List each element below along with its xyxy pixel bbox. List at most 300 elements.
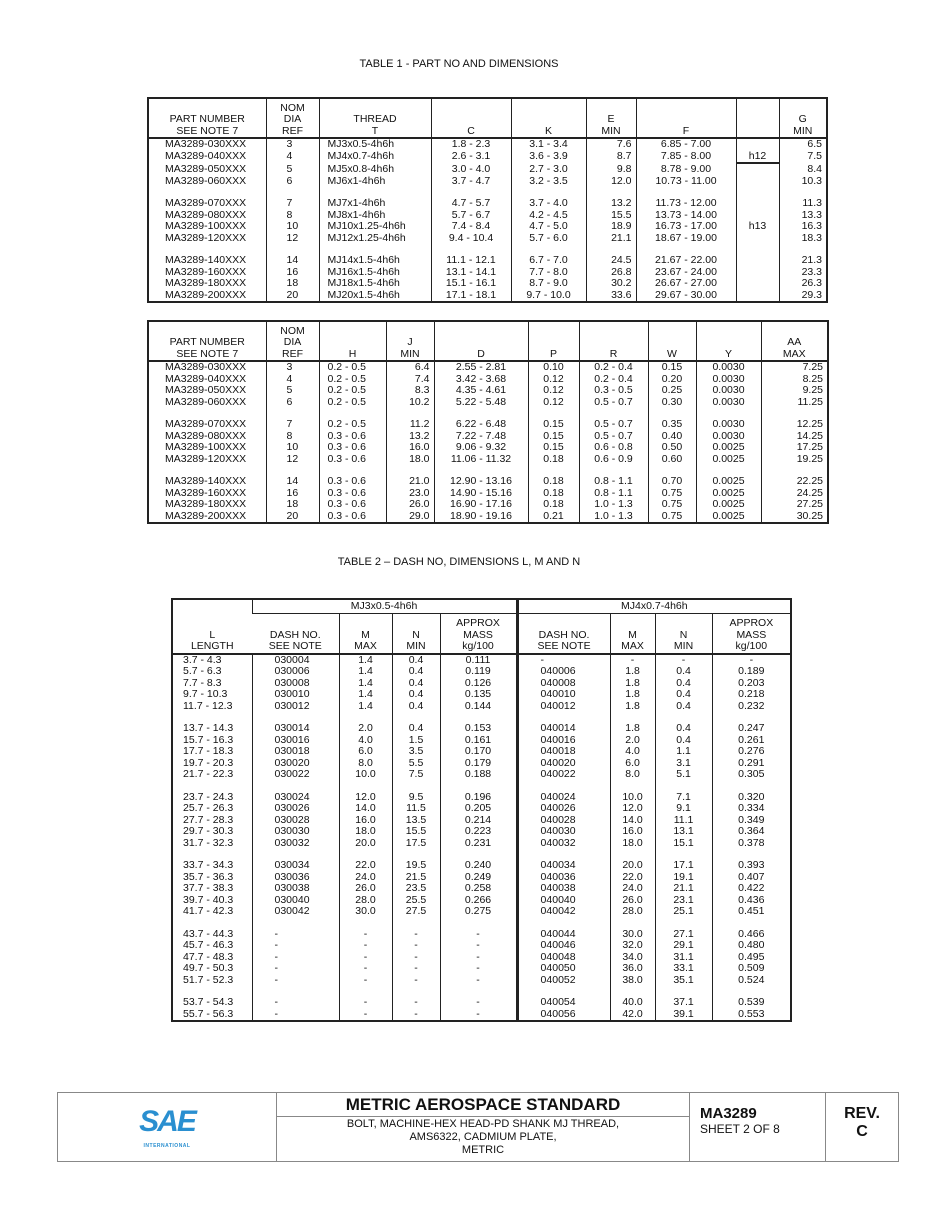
table-cell: - — [339, 940, 392, 952]
table-cell: 0.320 — [712, 792, 791, 804]
table-cell: 8.78 - 9.00 — [636, 163, 736, 176]
table-cell: MJ8x1-4h6h — [319, 210, 431, 222]
table-row — [148, 278, 827, 290]
table-cell: 27.5 — [392, 906, 440, 918]
table-cell: 6.4 — [386, 361, 434, 374]
table-cell: MA3289-100XXX — [165, 220, 247, 232]
column-header — [266, 98, 319, 138]
table-cell: 0.205 — [440, 803, 517, 815]
description-line: BOLT, MACHINE-HEX HEAD-PD SHANK MJ THREAD, — [346, 1118, 620, 1130]
spacer-cell — [736, 244, 779, 255]
column-header — [712, 614, 791, 654]
table-cell: 26.8 — [586, 267, 636, 279]
table-cell: 0.378 — [712, 838, 791, 850]
table-cell: 9.8 — [586, 163, 636, 176]
table-cell: 29.0 — [386, 511, 434, 524]
table-cell: - — [610, 654, 655, 667]
table-cell: - — [252, 997, 339, 1009]
table-cell: 26.3 — [779, 278, 827, 290]
table-row — [172, 746, 791, 758]
table-cell: 0.6 - 0.8 — [579, 442, 648, 454]
table-cell: 0.111 — [440, 654, 517, 667]
table-cell: 9.25 — [761, 385, 828, 397]
table-cell: 53.7 - 54.3 — [183, 996, 234, 1008]
group-spacer — [172, 986, 791, 997]
table-cell: 0.524 — [712, 975, 791, 987]
table-cell: - — [517, 654, 610, 667]
table-cell: 0.0030 — [696, 385, 761, 397]
table-cell: 4.35 - 4.61 — [434, 385, 528, 397]
header-line: Y — [724, 347, 732, 360]
table-cell: 16.0 — [610, 826, 655, 838]
table-cell: 0.18 — [528, 499, 579, 511]
table-cell: 0.0025 — [696, 511, 761, 524]
table-cell: 17.5 — [392, 838, 440, 850]
table-cell: MA3289-030XXX — [165, 138, 247, 150]
table-cell: 0.2 - 0.4 — [579, 374, 648, 386]
table-cell: 0.2 - 0.5 — [319, 374, 386, 386]
spacer-cell — [266, 187, 319, 198]
table-cell: 14 — [266, 476, 319, 488]
table-cell: 5.7 - 6.3 — [183, 665, 222, 677]
table-cell: MA3289-030XXX — [165, 361, 247, 373]
table-cell: 10 — [266, 221, 319, 233]
table-cell: 37.7 - 38.3 — [183, 882, 234, 894]
table-cell: 29.3 — [779, 290, 827, 303]
table-cell: 21.67 - 22.00 — [636, 255, 736, 267]
column-header — [434, 321, 528, 361]
table-cell: MJ10x1.25-4h6h — [319, 221, 431, 233]
table-cell: MA3289-040XXX — [165, 372, 247, 385]
table-cell: 0.305 — [712, 769, 791, 781]
table-cell: 13.7 - 14.3 — [183, 722, 234, 734]
table-cell: 0.203 — [712, 678, 791, 690]
table-cell — [736, 163, 779, 176]
table-cell: 22.25 — [761, 476, 828, 488]
table-cell: 21.5 — [392, 872, 440, 884]
column-header — [319, 321, 386, 361]
spacer-cell — [339, 918, 392, 929]
table-cell: 17.1 — [655, 860, 712, 872]
table-cell: 6.5 — [779, 138, 827, 151]
table-cell: 0.451 — [712, 906, 791, 918]
table-cell: 040014 — [517, 723, 610, 735]
header-line: P — [549, 347, 557, 360]
table-cell: 0.12 — [528, 397, 579, 409]
table-cell: 1.8 - 2.3 — [431, 138, 511, 151]
table-cell: 0.12 — [528, 374, 579, 386]
table-cell: 18 — [266, 499, 319, 511]
table-cell: 18.0 — [339, 826, 392, 838]
table-cell: - — [440, 1009, 517, 1022]
table-cell: 4.0 — [339, 735, 392, 747]
table-cell: 31.7 - 32.3 — [183, 836, 234, 849]
table-cell: 5.1 — [655, 769, 712, 781]
table-cell: 0.0030 — [696, 431, 761, 443]
table-cell: 3.2 - 3.5 — [511, 176, 586, 188]
table-cell: 0.3 - 0.6 — [319, 488, 386, 500]
table-cell: 3.7 - 4.7 — [431, 176, 511, 188]
table-cell — [736, 267, 779, 279]
table-cell: 040006 — [517, 666, 610, 678]
table-cell: 0.20 — [648, 374, 696, 386]
header-line: MIN — [793, 124, 813, 137]
document-number-column — [689, 1093, 825, 1161]
table-row — [148, 499, 828, 511]
table-cell: 24.0 — [339, 872, 392, 884]
title-block — [57, 1092, 899, 1162]
table-cell: 7.5 — [392, 769, 440, 781]
table-cell: 8.7 - 9.0 — [511, 278, 586, 290]
table-cell: 0.12 — [528, 385, 579, 397]
table-cell: 18.0 — [610, 838, 655, 850]
spacer-cell — [712, 781, 791, 792]
revision-label: REV. — [844, 1105, 880, 1122]
table2-dash-dimensions — [171, 598, 792, 1022]
table-cell: 0.21 — [528, 511, 579, 524]
header-line: L — [209, 628, 216, 641]
table-cell: 0.135 — [440, 689, 517, 701]
table-cell: 11.25 — [761, 397, 828, 409]
spacer-cell — [517, 781, 610, 792]
table-cell: 10.0 — [339, 769, 392, 781]
table-cell: MJ20x1.5-4h6h — [319, 290, 431, 303]
table-cell: 7.22 - 7.48 — [434, 431, 528, 443]
table-cell: 8.4 — [779, 163, 827, 176]
table-cell: 1.4 — [339, 678, 392, 690]
header-line: M — [628, 628, 637, 641]
table-cell: 14 — [266, 255, 319, 267]
spacer-cell — [517, 918, 610, 929]
column-header — [655, 614, 712, 654]
column-header — [392, 614, 440, 654]
table-cell: 23.7 - 24.3 — [183, 790, 234, 803]
table-cell: 040030 — [517, 826, 610, 838]
header-line: SEE NOTE 7 — [176, 347, 239, 360]
table-cell: 7.1 — [655, 792, 712, 804]
table-cell: 0.334 — [712, 803, 791, 815]
column-header — [636, 98, 736, 138]
table-cell: 0.18 — [528, 488, 579, 500]
table-cell: MA3289-200XXX — [165, 509, 247, 522]
table-cell: 13.1 - 14.1 — [431, 267, 511, 279]
table-cell: 0.2 - 0.4 — [579, 361, 648, 374]
table-cell: 0.4 — [655, 723, 712, 735]
table-cell: 040056 — [517, 1009, 610, 1022]
table-cell: 13.2 — [586, 198, 636, 210]
table-cell: 34.0 — [610, 952, 655, 964]
table-cell: 0.4 — [655, 735, 712, 747]
table-row — [172, 689, 791, 701]
table-cell: - — [392, 975, 440, 987]
table-cell: 21.3 — [779, 255, 827, 267]
table-cell: 0.2 - 0.5 — [319, 385, 386, 397]
table-row — [148, 442, 828, 454]
table-cell: MA3289-160XXX — [165, 486, 247, 499]
table-cell: - — [392, 963, 440, 975]
title-column — [276, 1093, 689, 1161]
table-cell: 26.0 — [610, 895, 655, 907]
table-cell: 0.3 - 0.5 — [579, 385, 648, 397]
table-cell: 22.0 — [610, 872, 655, 884]
table-cell: 030004 — [252, 654, 339, 667]
table-cell: 040012 — [517, 701, 610, 713]
table-cell: 0.0025 — [696, 499, 761, 511]
table-cell: 040034 — [517, 860, 610, 872]
header-line: J — [407, 336, 413, 348]
table-cell: - — [440, 952, 517, 964]
header-line: N — [679, 628, 688, 641]
table-row — [148, 476, 828, 488]
header-line: C — [467, 124, 475, 137]
table-cell: 030016 — [252, 735, 339, 747]
table-cell: - — [392, 1009, 440, 1022]
table-cell: MA3289-080XXX — [165, 429, 247, 442]
table-cell: 12.25 — [761, 419, 828, 431]
table-row — [172, 701, 791, 713]
table-cell: 9.4 - 10.4 — [431, 233, 511, 245]
table-cell: MA3289-120XXX — [165, 231, 247, 244]
table-cell: 27.1 — [655, 929, 712, 941]
column-header — [319, 98, 431, 138]
table-cell: 030010 — [252, 689, 339, 701]
table-cell: 030012 — [252, 701, 339, 713]
table-cell: 18.3 — [779, 233, 827, 245]
table-cell — [736, 176, 779, 188]
table-cell: 45.7 - 46.3 — [183, 939, 234, 951]
table-cell: 030008 — [252, 678, 339, 690]
table-cell: 9.7 - 10.0 — [511, 290, 586, 303]
table-cell: 18.9 — [586, 221, 636, 233]
table-row — [148, 255, 827, 267]
table-cell: 0.436 — [712, 895, 791, 907]
table-cell: MJ3x0.5-4h6h — [319, 138, 431, 151]
table-cell: 030038 — [252, 883, 339, 895]
table-cell: 0.8 - 1.1 — [579, 488, 648, 500]
header-line: MAX — [621, 640, 644, 652]
table-cell: 0.247 — [712, 723, 791, 735]
table-cell: 0.50 — [648, 442, 696, 454]
table-cell: MJ7x1-4h6h — [319, 198, 431, 210]
table-cell: 21.1 — [586, 233, 636, 245]
table-cell: 12 — [266, 454, 319, 466]
table-cell: 11.5 — [392, 803, 440, 815]
table-cell: 35.1 — [655, 975, 712, 987]
table-cell: 0.161 — [440, 735, 517, 747]
table-cell: 15.1 — [655, 838, 712, 850]
table-cell: - — [440, 997, 517, 1009]
table-cell: 28.0 — [339, 895, 392, 907]
table-cell: 14.90 - 15.16 — [434, 488, 528, 500]
table-row — [172, 963, 791, 975]
sheet-number: SHEET 2 OF 8 — [700, 1122, 780, 1136]
table-cell: 0.60 — [648, 454, 696, 466]
table-cell: 0.539 — [712, 997, 791, 1009]
spacer-cell — [712, 918, 791, 929]
header-line: DASH NO. — [269, 628, 321, 641]
table-cell: 0.5 - 0.7 — [579, 397, 648, 409]
table-cell: 18.67 - 19.00 — [636, 233, 736, 245]
table-cell: 16.73 - 17.00 — [636, 221, 736, 233]
table-cell: 040018 — [517, 746, 610, 758]
table-cell: 0.75 — [648, 499, 696, 511]
header-line: kg/100 — [462, 640, 494, 652]
table-row — [148, 138, 827, 151]
table-cell: 2.0 — [339, 723, 392, 735]
table-cell: - — [440, 929, 517, 941]
table-cell: 35.7 - 36.3 — [183, 870, 234, 883]
table-row — [148, 151, 827, 164]
table-cell: 0.188 — [440, 769, 517, 781]
table-cell: 1.8 — [610, 666, 655, 678]
table-cell: 24.25 — [761, 488, 828, 500]
table-cell: 5.22 - 5.48 — [434, 397, 528, 409]
table1-title: TABLE 1 - PART NO AND DIMENSIONS — [359, 58, 559, 70]
table-cell: - — [339, 997, 392, 1009]
table-row — [172, 929, 791, 941]
header-line: H — [348, 347, 357, 360]
table-cell: 0.495 — [712, 952, 791, 964]
table-cell: 030030 — [252, 826, 339, 838]
table-cell: 11.1 - 12.1 — [431, 255, 511, 267]
table-cell — [736, 290, 779, 303]
table-cell — [736, 233, 779, 245]
table-cell: 19.25 — [761, 454, 828, 466]
table-cell: - — [339, 929, 392, 941]
table-cell: 1.0 - 1.3 — [579, 511, 648, 524]
table-cell: 0.214 — [440, 815, 517, 827]
table-cell: 8.25 — [761, 374, 828, 386]
table-cell: 26.0 — [339, 883, 392, 895]
table-cell: - — [392, 929, 440, 941]
table-cell: 10 — [266, 442, 319, 454]
spacer-cell — [252, 918, 339, 929]
description-line: AMS6322, CADMIUM PLATE, — [409, 1131, 557, 1143]
table-cell: 18 — [266, 278, 319, 290]
table-cell: 19.1 — [655, 872, 712, 884]
table-cell: MJ16x1.5-4h6h — [319, 267, 431, 279]
table-cell: MJ14x1.5-4h6h — [319, 255, 431, 267]
table-row — [172, 838, 791, 850]
table-cell — [736, 138, 779, 151]
table-cell: 1.8 — [610, 701, 655, 713]
table-cell: 24.0 — [610, 883, 655, 895]
header-line: N — [412, 628, 420, 641]
table-cell: 8.7 — [586, 151, 636, 164]
table-cell: 1.5 — [392, 735, 440, 747]
table-cell: 3.1 - 3.4 — [511, 138, 586, 151]
table-cell: 0.70 — [648, 476, 696, 488]
table-cell: 5 — [266, 163, 319, 176]
table-cell: 32.0 — [610, 940, 655, 952]
table-row — [148, 233, 827, 245]
table-cell: 11.73 - 12.00 — [636, 198, 736, 210]
header-line: AA — [787, 336, 802, 348]
header-line: PART NUMBER — [169, 113, 245, 125]
table-cell: 4.7 - 5.7 — [431, 198, 511, 210]
table-cell: MA3289-200XXX — [165, 288, 247, 301]
table-cell: 39.1 — [655, 1009, 712, 1022]
table-cell: 0.0025 — [696, 454, 761, 466]
header-l-length — [172, 599, 252, 654]
table-cell: - — [440, 963, 517, 975]
spacer-cell — [610, 918, 655, 929]
column-header — [586, 98, 636, 138]
table-cell: 25.5 — [392, 895, 440, 907]
group-spacer — [172, 918, 791, 929]
table-cell: 37.1 — [655, 997, 712, 1009]
header-line: SEE NOTE — [537, 640, 591, 652]
table-cell: MA3289-070XXX — [165, 197, 247, 209]
table-cell: - — [339, 1009, 392, 1022]
table-cell: - — [392, 940, 440, 952]
table-cell: 8.3 — [386, 385, 434, 397]
table-cell: 29.7 - 30.3 — [183, 825, 234, 837]
table-row — [172, 883, 791, 895]
spacer-cell — [610, 781, 655, 792]
table-cell: 030042 — [252, 906, 339, 918]
table-cell: 0.2 - 0.5 — [319, 397, 386, 409]
table-cell: 0.75 — [648, 488, 696, 500]
spacer-cell — [655, 918, 712, 929]
table-cell: 030026 — [252, 803, 339, 815]
spacer-cell — [266, 408, 319, 419]
table-row — [172, 975, 791, 987]
table1-part-dimensions-a — [147, 97, 828, 303]
header-line: MIN — [673, 640, 694, 652]
table-cell: 0.4 — [655, 689, 712, 701]
column-header — [528, 321, 579, 361]
column-header — [610, 614, 655, 654]
document-number: MA3289 — [700, 1105, 757, 1122]
table-cell: 29.1 — [655, 940, 712, 952]
table-cell — [736, 198, 779, 210]
table-cell: 9.06 - 9.32 — [434, 442, 528, 454]
table-cell: MA3289-080XXX — [165, 208, 247, 221]
table-cell: 0.0025 — [696, 488, 761, 500]
table-cell: 2.6 - 3.1 — [431, 151, 511, 164]
table-cell: 8 — [266, 431, 319, 443]
table-cell: 1.8 — [610, 723, 655, 735]
table-cell: 7 — [266, 198, 319, 210]
table-cell: 0.3 - 0.6 — [319, 442, 386, 454]
header-line: REF — [282, 124, 303, 137]
table-cell: MA3289-140XXX — [165, 254, 247, 266]
table-cell: 0.189 — [712, 666, 791, 678]
table-cell: 13.5 — [392, 815, 440, 827]
table-cell: 0.170 — [440, 746, 517, 758]
table-cell: 16.3 — [779, 221, 827, 233]
table-cell: 0.509 — [712, 963, 791, 975]
table-cell: 20.0 — [610, 860, 655, 872]
table1-part-dimensions-b — [147, 320, 829, 524]
table-cell: 0.119 — [440, 666, 517, 678]
table-cell: 23.5 — [392, 883, 440, 895]
column-header — [266, 321, 319, 361]
table-cell: 0.75 — [648, 511, 696, 524]
table-cell: 0.18 — [528, 454, 579, 466]
table-cell: 0.15 — [648, 361, 696, 374]
table-cell: 0.126 — [440, 678, 517, 690]
header-line: R — [609, 347, 618, 360]
table-cell: 030028 — [252, 815, 339, 827]
table-cell: 0.407 — [712, 872, 791, 884]
table-cell: - — [655, 654, 712, 667]
table-row — [172, 803, 791, 815]
table-cell: 33.7 - 34.3 — [183, 859, 234, 871]
table-cell: MJ5x0.8-4h6h — [319, 163, 431, 176]
table-cell: 19.7 - 20.3 — [183, 756, 234, 769]
